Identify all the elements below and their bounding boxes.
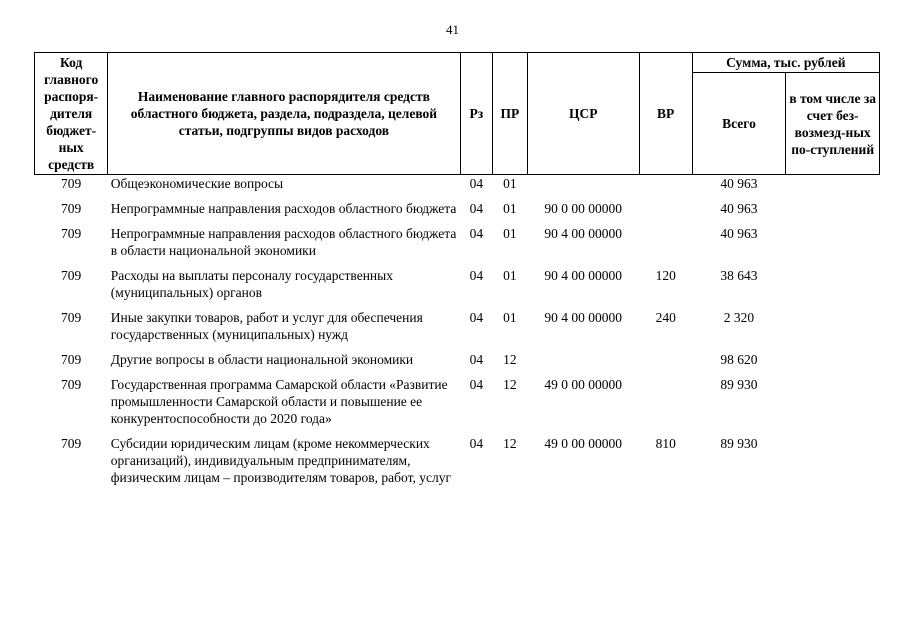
table-row xyxy=(35,221,880,263)
cell-rz: 04 xyxy=(469,352,484,367)
cell-code: 709 xyxy=(61,268,82,283)
cell-rz: 04 xyxy=(469,201,484,216)
cell-rz: 04 xyxy=(469,226,484,241)
cell-vr: 120 xyxy=(655,268,676,283)
cell-free xyxy=(786,372,880,431)
cell-csr xyxy=(527,175,639,197)
cell-csr: 90 0 00 00000 xyxy=(544,201,623,216)
cell-pr: 01 xyxy=(503,201,517,216)
budget-table xyxy=(34,52,880,490)
table-row xyxy=(35,431,880,490)
cell-free xyxy=(786,196,880,221)
cell-name: Расходы на выплаты персоналу государственных (муниципальных) органов xyxy=(110,268,393,300)
cell-name: Другие вопросы в области национальной экономики xyxy=(110,352,414,367)
cell-name: Субсидии юридическим лицам (кроме некоммерческих организаций), индивидуальным предпринимателям, физическим лицам – производителям товаров, работ, услуг xyxy=(110,436,451,485)
header-sum: Сумма, тыс. рублей xyxy=(692,53,879,73)
cell-csr: 90 4 00 00000 xyxy=(544,226,623,241)
cell-csr: 90 4 00 00000 xyxy=(544,310,623,325)
cell-vr: 240 xyxy=(655,310,676,325)
cell-vr xyxy=(639,372,692,431)
cell-free xyxy=(786,175,880,197)
cell-free xyxy=(786,263,880,305)
cell-rz: 04 xyxy=(469,176,484,191)
cell-code: 709 xyxy=(61,352,82,367)
cell-free xyxy=(786,431,880,490)
cell-vr xyxy=(639,175,692,197)
cell-vr xyxy=(639,347,692,372)
cell-pr: 01 xyxy=(503,310,517,325)
cell-free xyxy=(786,221,880,263)
page-number: 41 xyxy=(446,22,459,37)
table-body xyxy=(35,175,880,491)
cell-pr: 12 xyxy=(503,436,517,451)
cell-total: 40 963 xyxy=(720,226,758,241)
cell-free xyxy=(786,347,880,372)
header-csr: ЦСР xyxy=(527,53,639,175)
cell-total: 98 620 xyxy=(720,352,758,367)
cell-free xyxy=(786,305,880,347)
cell-name: Общеэкономические вопросы xyxy=(110,176,284,191)
table-row xyxy=(35,372,880,431)
cell-pr: 12 xyxy=(503,352,517,367)
cell-csr xyxy=(527,347,639,372)
cell-code: 709 xyxy=(61,310,82,325)
cell-rz: 04 xyxy=(469,268,484,283)
cell-total: 40 963 xyxy=(720,201,758,216)
table-row xyxy=(35,305,880,347)
header-vr: ВР xyxy=(639,53,692,175)
cell-total: 38 643 xyxy=(720,268,758,283)
cell-name: Непрограммные направления расходов областного бюджета xyxy=(110,201,457,216)
cell-pr: 12 xyxy=(503,377,517,392)
cell-vr: 810 xyxy=(655,436,676,451)
table-row xyxy=(35,175,880,197)
cell-total: 89 930 xyxy=(720,436,758,451)
cell-rz: 04 xyxy=(469,377,484,392)
header-pr: ПР xyxy=(493,53,528,175)
table-row xyxy=(35,263,880,305)
cell-name: Непрограммные направления расходов областного бюджета в области национальной экономики xyxy=(110,226,457,258)
cell-rz: 04 xyxy=(469,310,484,325)
table-row xyxy=(35,196,880,221)
cell-csr: 49 0 00 00000 xyxy=(544,377,623,392)
cell-code: 709 xyxy=(61,436,82,451)
cell-pr: 01 xyxy=(503,176,517,191)
header-rz: Рз xyxy=(460,53,493,175)
header-name: Наименование главного распорядителя средств областного бюджета, раздела, подраздела, целевой статьи, подгруппы видов расходов xyxy=(108,53,460,175)
cell-pr: 01 xyxy=(503,268,517,283)
cell-pr: 01 xyxy=(503,226,517,241)
table-header xyxy=(35,53,880,175)
cell-code: 709 xyxy=(61,176,82,191)
cell-vr xyxy=(639,196,692,221)
cell-csr: 90 4 00 00000 xyxy=(544,268,623,283)
cell-rz: 04 xyxy=(469,436,484,451)
header-code: Код главного распоря-дителя бюджет-ных средств xyxy=(35,53,108,175)
cell-total: 40 963 xyxy=(720,176,758,191)
cell-total: 2 320 xyxy=(723,310,755,325)
header-free: в том числе за счет без-возмезд-ных по-ступлений xyxy=(786,73,880,175)
table-row xyxy=(35,347,880,372)
cell-code: 709 xyxy=(61,226,82,241)
cell-total: 89 930 xyxy=(720,377,758,392)
header-total: Всего xyxy=(692,73,786,175)
cell-csr: 49 0 00 00000 xyxy=(544,436,623,451)
cell-name: Государственная программа Самарской области «Развитие промышленности Самарской области и повышение ее конкурентоспособности до 2020 года» xyxy=(110,377,448,426)
cell-code: 709 xyxy=(61,201,82,216)
cell-name: Иные закупки товаров, работ и услуг для обеспечения государственных (муниципальных) нужд xyxy=(110,310,423,342)
cell-code: 709 xyxy=(61,377,82,392)
cell-vr xyxy=(639,221,692,263)
